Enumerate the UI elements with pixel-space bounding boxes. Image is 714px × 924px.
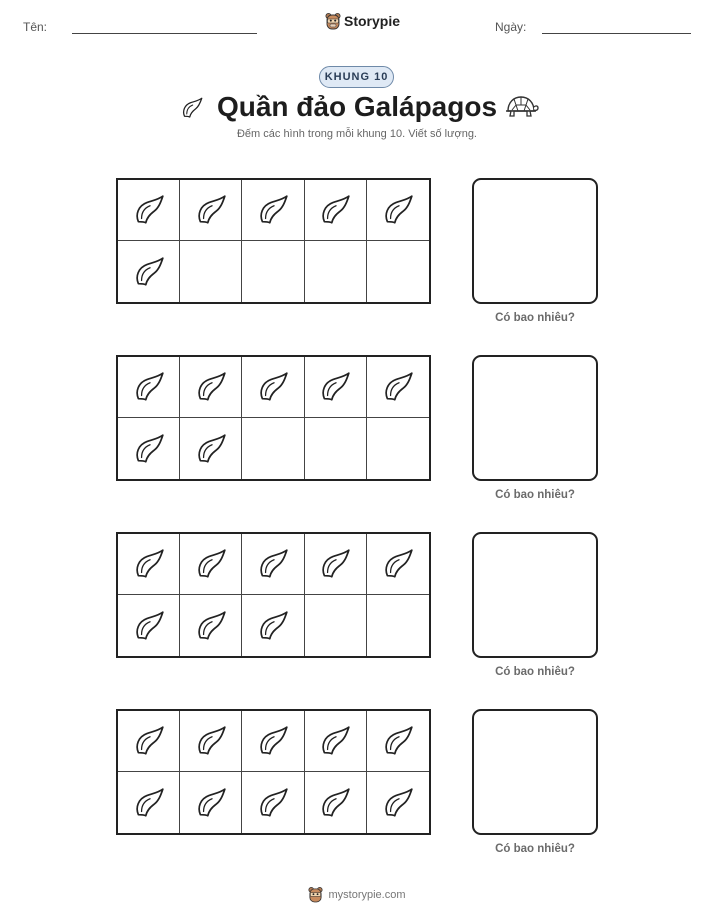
- frame-cell: [367, 357, 429, 418]
- frame-cell: [242, 418, 304, 479]
- ten-frame: [116, 532, 431, 658]
- spike-horn-icon: [256, 786, 290, 820]
- frame-cell: [118, 711, 180, 772]
- spike-horn-icon: [132, 724, 166, 758]
- frame-cell: [367, 534, 429, 595]
- bear-mascot-icon: [325, 12, 341, 30]
- count-question: Có bao nhiêu?: [495, 666, 575, 678]
- frame-cell: [367, 241, 429, 302]
- spike-horn-icon: [132, 786, 166, 820]
- spike-horn-icon: [318, 786, 352, 820]
- frame-cell: [242, 180, 304, 241]
- footer: [0, 886, 714, 903]
- frame-cell: [118, 241, 180, 302]
- frame-cell: [180, 534, 242, 595]
- answer-box[interactable]: [472, 355, 598, 481]
- frame-cell: [180, 180, 242, 241]
- footer-website[interactable]: mystorypie.com: [328, 888, 406, 901]
- bear-mascot-icon: [308, 886, 323, 903]
- frame-cell: [242, 241, 304, 302]
- frame-cell: [180, 357, 242, 418]
- spike-horn-icon: [194, 193, 228, 227]
- date-field-line[interactable]: [542, 33, 691, 34]
- spike-horn-icon: [381, 547, 415, 581]
- frame-cell: [118, 357, 180, 418]
- page-title: Quần đảo Galápagos: [216, 91, 498, 122]
- spike-horn-icon: [381, 786, 415, 820]
- spike-horn-icon: [132, 547, 166, 581]
- frame-cell: [180, 711, 242, 772]
- spike-horn-icon: [381, 193, 415, 227]
- spike-horn-icon: [194, 609, 228, 643]
- ten-frame: [116, 178, 431, 304]
- spike-horn-icon: [318, 193, 352, 227]
- name-field-line[interactable]: [72, 33, 257, 34]
- spike-horn-icon: [132, 432, 166, 466]
- spike-horn-icon: [318, 547, 352, 581]
- frame-cell: [305, 711, 367, 772]
- frame-cell: [180, 418, 242, 479]
- frame-cell: [367, 595, 429, 656]
- spike-horn-icon: [256, 193, 290, 227]
- frame-cell: [305, 418, 367, 479]
- spike-horn-icon: [194, 724, 228, 758]
- frame-cell: [118, 180, 180, 241]
- count-question: Có bao nhiêu?: [495, 843, 575, 855]
- frame-cell: [367, 772, 429, 833]
- title-row: [0, 88, 714, 128]
- spike-horn-icon: [132, 370, 166, 404]
- name-label: Tên:: [23, 20, 48, 34]
- spike-horn-icon: [381, 370, 415, 404]
- spike-horn-icon: [194, 547, 228, 581]
- spike-horn-icon: [132, 609, 166, 643]
- ten-frame: [116, 355, 431, 481]
- frame-cell: [118, 772, 180, 833]
- frame-cell: [305, 595, 367, 656]
- answer-box[interactable]: [472, 178, 598, 304]
- frame-cell: [180, 241, 242, 302]
- spike-horn-icon: [132, 255, 166, 289]
- frame-cell: [367, 418, 429, 479]
- frame-cell: [305, 180, 367, 241]
- frame-cell: [118, 595, 180, 656]
- spike-horn-icon: [132, 193, 166, 227]
- frame-cell: [367, 711, 429, 772]
- worksheet-badge: KHUNG 10: [319, 66, 394, 88]
- frame-cell: [305, 241, 367, 302]
- brand-logo: [325, 12, 400, 30]
- frame-cell: [118, 534, 180, 595]
- spike-horn-icon: [318, 370, 352, 404]
- frame-cell: [242, 357, 304, 418]
- frame-cell: [305, 357, 367, 418]
- count-question: Có bao nhiêu?: [495, 312, 575, 324]
- spike-horn-icon: [256, 724, 290, 758]
- spike-horn-icon: [381, 724, 415, 758]
- date-label: Ngày:: [495, 20, 527, 34]
- ten-frame: [116, 709, 431, 835]
- frame-cell: [367, 180, 429, 241]
- frame-cell: [242, 772, 304, 833]
- frame-cell: [180, 595, 242, 656]
- instructions: Đếm các hình trong mỗi khung 10. Viết số lượng.: [236, 128, 477, 140]
- frame-cell: [305, 534, 367, 595]
- answer-box[interactable]: [472, 709, 598, 835]
- spike-horn-icon: [256, 609, 290, 643]
- count-question: Có bao nhiêu?: [495, 489, 575, 501]
- frame-cell: [242, 595, 304, 656]
- brand-name: Storypie: [344, 13, 401, 29]
- spike-horn-icon: [256, 547, 290, 581]
- frame-cell: [118, 418, 180, 479]
- spike-horn-icon: [256, 370, 290, 404]
- answer-box[interactable]: [472, 532, 598, 658]
- spike-horn-icon: [194, 370, 228, 404]
- frame-cell: [242, 711, 304, 772]
- frame-cell: [180, 772, 242, 833]
- spike-horn-icon: [178, 96, 206, 120]
- frame-cell: [242, 534, 304, 595]
- spike-horn-icon: [194, 432, 228, 466]
- tortoise-icon: [503, 94, 539, 120]
- frame-cell: [305, 772, 367, 833]
- spike-horn-icon: [194, 786, 228, 820]
- spike-horn-icon: [318, 724, 352, 758]
